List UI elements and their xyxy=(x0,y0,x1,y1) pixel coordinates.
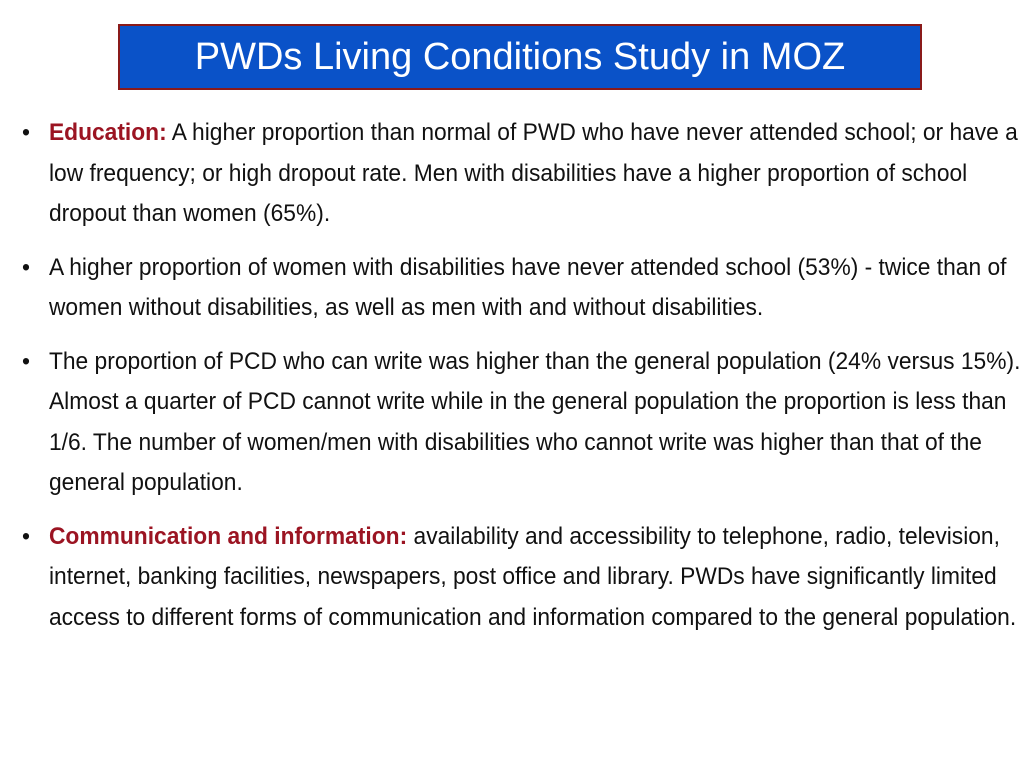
bullet-women-school xyxy=(22,248,1024,329)
bullet-list xyxy=(22,113,1021,651)
title-banner xyxy=(118,24,922,90)
bullet-text-communication: availability and accessibility to telephone, radio, television, internet, banking facilities, newspapers, post office and library. PWDs have significantly limited access to different forms of communication and information compared to the general population. xyxy=(48,522,1017,631)
bullet-text-writing: The proportion of PCD who can write was higher than the general population (24% versus 15%). Almost a quarter of PCD cannot write while in the general population the proportion is less than 1/6. The number of women/men with disabilities who cannot write was higher than that of the general population. xyxy=(48,347,1021,496)
bullet-dot-icon: • xyxy=(22,522,30,550)
bullet-education xyxy=(22,113,1024,235)
bullet-lead-communication: Communication and information: xyxy=(48,522,408,550)
slide-title: PWDs Living Conditions Study in MOZ xyxy=(194,36,846,78)
bullet-dot-icon: • xyxy=(22,119,30,146)
bullet-lead-education: Education: xyxy=(48,119,167,146)
bullet-communication xyxy=(22,517,1024,639)
bullet-writing xyxy=(22,342,1024,504)
bullet-text-education: A higher proportion than normal of PWD who have never attended school; or have a low frequency; or high dropout rate. Men with disabilities have a higher proportion of school dropout than women (65%). xyxy=(48,119,1018,227)
bullet-dot-icon: • xyxy=(22,253,30,281)
bullet-dot-icon: • xyxy=(22,347,30,375)
bullet-text-women-school: A higher proportion of women with disabilities have never attended school (53%) - twice than of women without disabilities, as well as men with and without disabilities. xyxy=(48,253,1007,321)
